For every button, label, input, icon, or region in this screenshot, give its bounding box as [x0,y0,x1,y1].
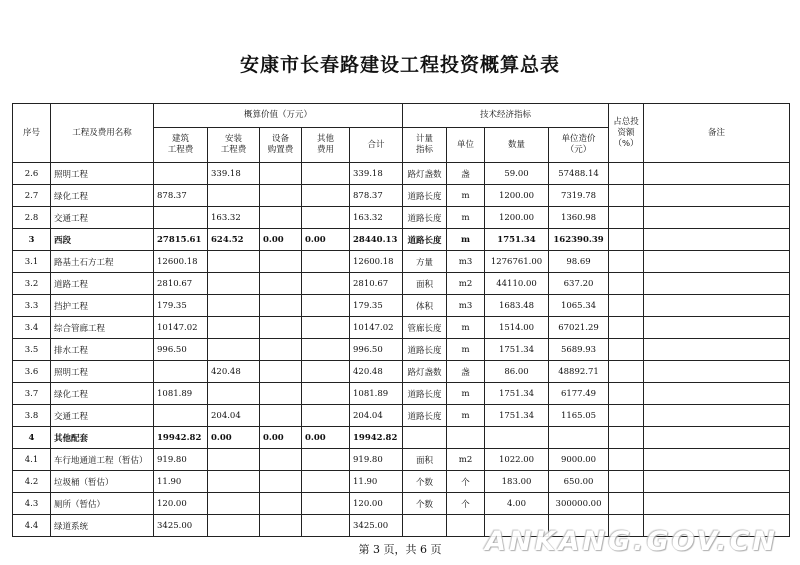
table-row [13,339,790,361]
cell-name: 绿化工程 [51,383,154,405]
cell-remark [644,185,790,207]
cell-equipment [260,339,302,361]
cell-remark [644,383,790,405]
cell-ratio [609,251,644,273]
cell-unit: 盏 [447,163,485,185]
cell-remark [644,251,790,273]
cell-other [302,493,350,515]
cell-seq: 3.5 [13,339,51,361]
table-row [13,383,790,405]
cell-install [208,449,260,471]
cell-total: 2810.67 [350,273,403,295]
cell-ratio [609,185,644,207]
cell-build: 3425.00 [154,515,208,537]
table-row [13,427,790,449]
cell-metric: 道路长度 [403,405,447,427]
cell-unit-cost: 1360.98 [549,207,609,229]
header-install-label: 安装 工程费 [220,134,247,155]
cell-total: 19942.82 [350,427,403,449]
cell-seq: 3 [13,229,51,251]
cell-ratio [609,229,644,251]
cell-remark [644,493,790,515]
cell-other: 0.00 [302,427,350,449]
cell-name: 排水工程 [51,339,154,361]
cell-metric: 体积 [403,295,447,317]
cell-seq: 3.4 [13,317,51,339]
cell-unit: m3 [447,295,485,317]
site-watermark: ANKANG.GOV.CN [485,526,778,557]
cell-qty: 86.00 [485,361,549,383]
cell-seq: 4.2 [13,471,51,493]
table-row [13,251,790,273]
cell-build [154,361,208,383]
cell-other: 0.00 [302,229,350,251]
cell-build [154,163,208,185]
table-row [13,317,790,339]
cell-remark [644,471,790,493]
header-ratio-label: 占总投 资额 （%） [613,116,639,149]
header-ratio [609,104,644,163]
cell-ratio [609,317,644,339]
cell-equipment [260,405,302,427]
cell-remark [644,163,790,185]
cell-total: 120.00 [350,493,403,515]
cell-ratio [609,405,644,427]
cell-other [302,207,350,229]
cell-other [302,449,350,471]
table-row [13,163,790,185]
cell-total: 28440.13 [350,229,403,251]
cell-ratio [609,383,644,405]
cell-metric [403,515,447,537]
cell-qty [485,427,549,449]
cell-remark [644,405,790,427]
cell-metric: 道路长度 [403,185,447,207]
cell-build: 996.50 [154,339,208,361]
header-other [302,128,350,163]
cell-metric: 路灯盏数 [403,163,447,185]
cell-unit-cost: 300000.00 [549,493,609,515]
cell-seq: 4.4 [13,515,51,537]
cell-seq: 3.6 [13,361,51,383]
cell-unit: m3 [447,251,485,273]
cell-build: 179.35 [154,295,208,317]
cell-equipment [260,185,302,207]
cell-unit-cost: 650.00 [549,471,609,493]
table-row [13,471,790,493]
cell-name: 绿道系统 [51,515,154,537]
cell-unit-cost [549,427,609,449]
table-row [13,207,790,229]
cell-unit: m [447,185,485,207]
cell-name: 道路工程 [51,273,154,295]
cell-total: 1081.89 [350,383,403,405]
cell-metric: 方量 [403,251,447,273]
cell-install: 163.32 [208,207,260,229]
cell-name: 照明工程 [51,163,154,185]
cell-name: 车行地通道工程（暂估） [51,449,154,471]
header-build [154,128,208,163]
header-tech-group: 技术经济指标 [403,104,609,128]
cell-build: 878.37 [154,185,208,207]
cell-unit-cost: 6177.49 [549,383,609,405]
cell-ratio [609,361,644,383]
cell-other [302,471,350,493]
cell-other [302,515,350,537]
cell-seq: 4.1 [13,449,51,471]
cell-install [208,383,260,405]
cell-total: 996.50 [350,339,403,361]
cell-ratio [609,273,644,295]
table-row [13,361,790,383]
cell-ratio [609,449,644,471]
cell-remark [644,427,790,449]
cell-equipment [260,273,302,295]
cell-unit: m [447,339,485,361]
cell-qty: 1276761.00 [485,251,549,273]
cell-equipment [260,383,302,405]
cell-equipment [260,163,302,185]
estimate-table [12,103,790,537]
cell-build: 1081.89 [154,383,208,405]
cell-name: 交通工程 [51,207,154,229]
cell-total: 163.32 [350,207,403,229]
cell-qty: 1022.00 [485,449,549,471]
header-unit-cost-label: 单位造价 （元） [561,134,596,155]
cell-other [302,383,350,405]
cell-equipment [260,471,302,493]
cell-install [208,251,260,273]
header-qty: 数量 [485,128,549,163]
cell-remark [644,207,790,229]
cell-other [302,295,350,317]
cell-ratio [609,295,644,317]
cell-remark [644,273,790,295]
cell-name: 绿化工程 [51,185,154,207]
table-row [13,295,790,317]
cell-ratio [609,207,644,229]
cell-unit-cost: 1165.05 [549,405,609,427]
cell-seq: 2.6 [13,163,51,185]
cell-unit: m [447,229,485,251]
cell-total: 919.80 [350,449,403,471]
cell-total: 3425.00 [350,515,403,537]
cell-ratio [609,493,644,515]
cell-install [208,295,260,317]
cell-unit [447,515,485,537]
cell-remark [644,339,790,361]
cell-ratio [609,427,644,449]
cell-seq: 3.3 [13,295,51,317]
cell-seq: 2.7 [13,185,51,207]
cell-metric: 路灯盏数 [403,361,447,383]
document-title: 安康市长春路建设工程投资概算总表 [239,54,560,76]
cell-unit-cost: 162390.39 [549,229,609,251]
cell-install [208,317,260,339]
cell-unit-cost: 1065.34 [549,295,609,317]
cell-total: 420.48 [350,361,403,383]
cell-equipment [260,515,302,537]
cell-seq: 3.8 [13,405,51,427]
cell-qty: 183.00 [485,471,549,493]
cell-equipment [260,493,302,515]
cell-unit: 个 [447,493,485,515]
cell-seq: 3.2 [13,273,51,295]
cell-qty: 4.00 [485,493,549,515]
cell-build: 120.00 [154,493,208,515]
cell-qty: 59.00 [485,163,549,185]
cell-name: 厕所（暂估） [51,493,154,515]
header-total: 合计 [350,128,403,163]
cell-unit: 盏 [447,361,485,383]
cell-name: 西段 [51,229,154,251]
header-install [208,128,260,163]
cell-build: 10147.02 [154,317,208,339]
cell-qty: 1683.48 [485,295,549,317]
cell-name: 照明工程 [51,361,154,383]
cell-unit-cost: 7319.78 [549,185,609,207]
cell-seq: 4 [13,427,51,449]
cell-total: 12600.18 [350,251,403,273]
cell-seq: 4.3 [13,493,51,515]
cell-ratio [609,339,644,361]
cell-metric: 个数 [403,471,447,493]
cell-seq: 3.1 [13,251,51,273]
header-name: 工程及费用名称 [51,104,154,163]
cell-equipment [260,251,302,273]
cell-total: 339.18 [350,163,403,185]
cell-qty: 1514.00 [485,317,549,339]
cell-equipment [260,449,302,471]
cell-qty: 1751.34 [485,229,549,251]
cell-install: 339.18 [208,163,260,185]
header-equipment [260,128,302,163]
table-row [13,405,790,427]
cell-unit: m [447,383,485,405]
cell-qty: 1751.34 [485,339,549,361]
cell-seq: 2.8 [13,207,51,229]
cell-qty: 1751.34 [485,383,549,405]
cell-install: 420.48 [208,361,260,383]
cell-install: 204.04 [208,405,260,427]
cell-metric: 面积 [403,273,447,295]
cell-install: 624.52 [208,229,260,251]
cell-install [208,493,260,515]
cell-install [208,339,260,361]
cell-name: 路基土石方工程 [51,251,154,273]
cell-total: 11.90 [350,471,403,493]
header-build-label: 建筑 工程费 [167,134,194,155]
table-row [13,449,790,471]
cell-unit-cost: 5689.93 [549,339,609,361]
table-row [13,273,790,295]
cell-qty: 1751.34 [485,405,549,427]
cell-equipment [260,207,302,229]
cell-qty: 44110.00 [485,273,549,295]
cell-other [302,273,350,295]
cell-name: 综合管廊工程 [51,317,154,339]
cell-build [154,405,208,427]
cell-metric [403,427,447,449]
cell-unit: m2 [447,449,485,471]
header-metric [403,128,447,163]
cell-unit [447,427,485,449]
cell-remark [644,229,790,251]
cell-metric: 面积 [403,449,447,471]
cell-ratio [609,471,644,493]
cell-equipment: 0.00 [260,427,302,449]
table-row [13,185,790,207]
cell-unit-cost: 67021.29 [549,317,609,339]
cell-build: 27815.61 [154,229,208,251]
cell-other [302,251,350,273]
cell-install: 0.00 [208,427,260,449]
header-other-label: 其他 费用 [316,134,334,155]
cell-unit: m [447,207,485,229]
cell-metric: 管廊长度 [403,317,447,339]
cell-install [208,515,260,537]
cell-build: 919.80 [154,449,208,471]
cell-remark [644,449,790,471]
cell-name: 其他配套 [51,427,154,449]
cell-other [302,163,350,185]
header-seq: 序号 [13,104,51,163]
cell-unit: m2 [447,273,485,295]
cell-unit: m [447,317,485,339]
header-equipment-label: 设备 购置费 [267,134,294,155]
cell-remark [644,361,790,383]
cell-remark [644,317,790,339]
cell-equipment [260,361,302,383]
cell-name: 垃圾桶（暂估） [51,471,154,493]
cell-build: 2810.67 [154,273,208,295]
cell-unit-cost: 637.20 [549,273,609,295]
cell-ratio [609,163,644,185]
cell-unit-cost: 98.69 [549,251,609,273]
cell-name: 交通工程 [51,405,154,427]
cell-metric: 道路长度 [403,207,447,229]
table-row [13,229,790,251]
cell-total: 179.35 [350,295,403,317]
header-unit-cost [549,128,609,163]
cell-unit-cost: 57488.14 [549,163,609,185]
cell-total: 10147.02 [350,317,403,339]
cell-equipment: 0.00 [260,229,302,251]
header-unit: 单位 [447,128,485,163]
cell-seq: 3.7 [13,383,51,405]
cell-unit: m [447,405,485,427]
cell-install [208,471,260,493]
cell-metric: 个数 [403,493,447,515]
page-footer: 第 3 页，共 6 页 [358,543,442,556]
cell-other [302,317,350,339]
table-body [13,163,790,537]
cell-unit-cost: 48892.71 [549,361,609,383]
cell-other [302,339,350,361]
header-metric-label: 计量 指标 [416,134,434,155]
cell-build: 11.90 [154,471,208,493]
cell-build [154,207,208,229]
cell-build: 19942.82 [154,427,208,449]
cell-install [208,185,260,207]
table-row [13,493,790,515]
cell-build: 12600.18 [154,251,208,273]
cell-install [208,273,260,295]
cell-other [302,405,350,427]
cell-other [302,361,350,383]
cell-metric: 道路长度 [403,339,447,361]
cell-equipment [260,317,302,339]
cell-total: 204.04 [350,405,403,427]
cell-qty: 1200.00 [485,185,549,207]
cell-unit: 个 [447,471,485,493]
cell-metric: 道路长度 [403,229,447,251]
cell-other [302,185,350,207]
cell-equipment [260,295,302,317]
header-remark: 备注 [644,104,790,163]
cell-total: 878.37 [350,185,403,207]
cell-remark [644,295,790,317]
cell-name: 挡护工程 [51,295,154,317]
cell-qty: 1200.00 [485,207,549,229]
cell-unit-cost: 9000.00 [549,449,609,471]
cell-metric: 道路长度 [403,383,447,405]
header-estimate-group: 概算价值（万元） [154,104,403,128]
